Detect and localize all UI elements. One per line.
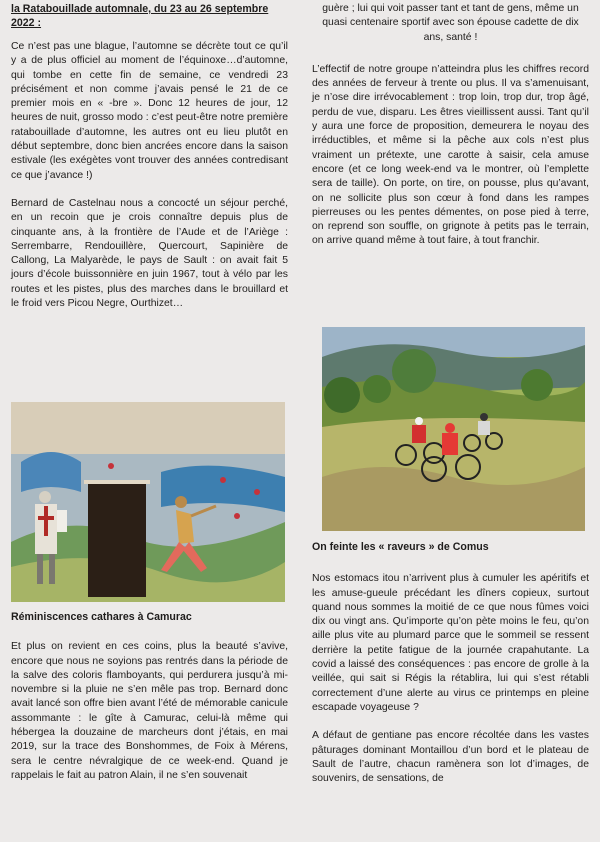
left-column-bottom	[11, 610, 288, 783]
mural-photo	[11, 402, 285, 602]
right-column-bottom	[312, 540, 589, 786]
paragraph-beaute: Et plus on revient en ces coins, plus la beauté s’avive, encore que nous ne soyions pas rentrés dans la période de la salve des coloris flamboyants, qui perdurera jusqu’à mi-novembre si la pluie ne s’en mêle pas trop. Bernard donc avait lancé son offre bien avant l’été de mémorable canicule assommante : le gîte à Camurac, celui-là même qui hébergea la douzaine de marcheurs dont j’étais, en mai 2019, sur la trace des Bonshommes, de Foix à Mérens, sera le centre névralgique de ce week-end. Quand je rappelais le fait au patron Alain, il ne s’en souvenait	[11, 641, 288, 781]
right-column	[312, 0, 589, 249]
paragraph-effectif: L’effectif de notre groupe n’atteindra plus les chiffres record des années de ferveur à trente ou plus. Il va s’amenuisant, je n’ose dire irrévocablement : trop loin, trop dur, trop âgé, perdu de vue, disparu. Les êtres vieillissent aussi. Tant qu’il y aura une force de proposition, demeurera le noyau des irréductibles, et même si la pêche aux cols n’est plus vraiment un prétexte, une carotte à saisir, cela amuse encore (et ce long week-end va le montrer, où l’emplette sera de taille). On porte, on tire, on pousse, plus qu’avant, on ne sollicite plus son cœur à fond dans les rampes pierreuses ou les pentes démentes, on pose pied à terre, on reprend son souffle, on grignote à petits pas le terrain, on arrive quand même à tout faire, à tout franchir.	[312, 63, 589, 247]
paragraph-bernard: Bernard de Castelnau nous a concocté un séjour perché, en un recoin que je crois connaître depuis plus de cinquante ans, à la frontière de l’Aude et de l’Ariège : Serrembarre, Rendouillère, Quercourt, Sapinière de Callong, La Malyarède, le pays de Sault : on avait fait 5 jours d’école buissonnière en juin 1967, tout à vélo par les routes et les pistes, plus des marches dans le brouillard et le froid vers Picou Negre, Ourthizet…	[11, 197, 288, 310]
caption-camurac: Réminiscences cathares à Camurac	[11, 611, 192, 623]
caption-comus: On feinte les « raveurs » de Comus	[312, 541, 489, 553]
paragraph-guere: guère ; lui qui voit passer tant et tant de gens, même un quasi centenaire sportif avec son épouse cadette de dix ans, santé !	[322, 3, 579, 43]
paragraph-estomacs: Nos estomacs itou n’arrivent plus à cumuler les apéritifs et les amuse-gueule précédant les dîners copieux, surtout quand nous sommes la moitié de ce que nous fûmes voici dix ou vingt ans. Qu’importe qu’on pète moins le feu, qu’on aille plus vite au plumard parce que le sommeil se ressent derrière la petite fatigue de la journée crapahutante. La covid a laissé des conséquences : pas encore de grolle à la veillée, qui sait si Régis la rétablira, lui qui s’est rétabli correctement d’une alerte au virus ce printemps en pleine escapade voyageuse ?	[312, 573, 589, 713]
article-title: la Ratabouillade automnale, du 23 au 26 septembre 2022 :	[11, 3, 269, 29]
paragraph-equinoxe: Ce n’est pas une blague, l’automne se décrète tout ce qu’il y a de plus officiel au moment de l’équinoxe…d’automne, qui tombe en cette fin de semaine, ce vendredi 23 précisément et non comme j’avais pensé le 21 de ce premier mois en « -bre ». Donc 12 heures de jour, 12 heures de nuit, grosso modo : c’est peut-être notre première ratabouillade d’automne, les autres ont eu lieu plutôt en début septembre, donc bien ancrées encore dans la saison estivale (les exégètes vont trouver des années contredisant ce que j’avance !)	[11, 41, 288, 181]
cyclists-photo	[322, 327, 585, 531]
paragraph-gentiane: A défaut de gentiane pas encore récoltée dans les vastes pâturages dominant Montaillou d’un bord et le plateau de Sault de l’autre, chacun ramènera son lot d’images, de souvenirs, de sensations, de	[312, 730, 589, 785]
left-column	[11, 0, 288, 311]
